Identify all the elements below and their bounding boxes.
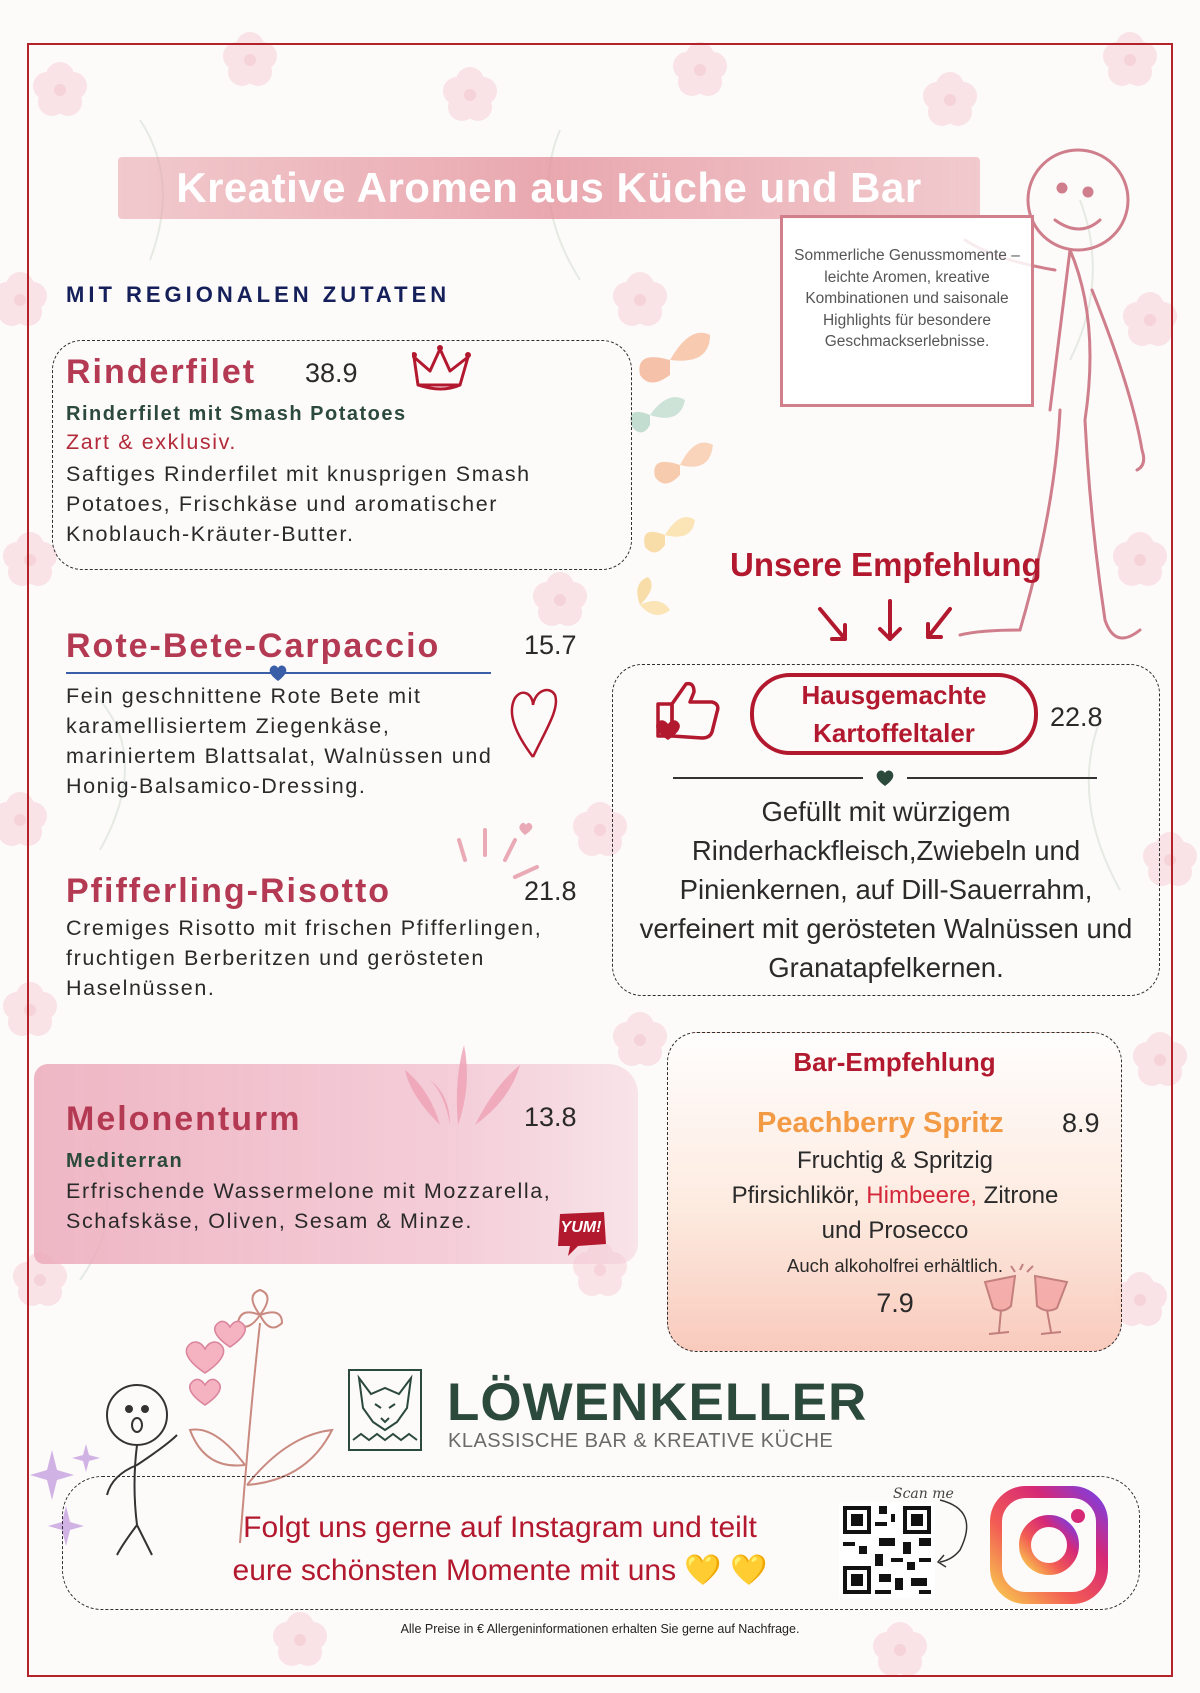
- footer-note: Alle Preise in € Allergeninformationen erhalten Sie gerne auf Nachfrage.: [400, 1622, 800, 1636]
- yellow-heart-icon: 💛 💛: [684, 1554, 768, 1587]
- drink-name: Peachberry Spritz: [757, 1107, 1004, 1139]
- yum-sticker: [554, 1210, 608, 1258]
- brand-tagline: KLASSISCHE BAR & KREATIVE KÜCHE: [448, 1430, 834, 1452]
- risotto-description: Cremiges Risotto mit frischen Pfifferlingen, fruchtigen Berberitzen und gerösteten Haselnüssen.: [66, 916, 543, 1000]
- instagram-line2: eure schönsten Momente mit uns: [232, 1554, 677, 1587]
- drink-line2-highlight: Himbeere,: [866, 1182, 978, 1209]
- instagram-line2-wrap: [160, 1549, 840, 1592]
- melonenturm-subtitle: Mediterran: [66, 1150, 184, 1172]
- sparkle-icon: [400, 1040, 530, 1130]
- drink-line2-c: Zitrone: [977, 1182, 1059, 1209]
- drink-line3: und Prosecco: [821, 1217, 969, 1244]
- carpaccio-description: Fein geschnittene Rote Bete mit karamellisiertem Ziegenkäse, mariniertem Blattsalat, Walnüssen und Honig-Balsamico-Dressing.: [66, 684, 493, 798]
- rinderfilet-subtitle: Rinderfilet mit Smash Potatoes: [66, 403, 407, 425]
- instagram-line1: Folgt uns gerne auf Instagram und teilt: [243, 1511, 757, 1544]
- lion-logo-icon: [347, 1368, 423, 1452]
- risotto-name: Pfifferling-Risotto: [66, 872, 392, 910]
- scan-me-label: Scan me: [893, 1486, 954, 1502]
- heart-icon: [874, 769, 896, 787]
- risotto-price: 21.8: [524, 876, 577, 906]
- drink-description: [680, 1143, 1110, 1248]
- drink-line2: [680, 1178, 1110, 1213]
- recommendation-description: Gefüllt mit würzigem Rinderhackfleisch,Zwiebeln und Pinienkernen, auf Dill-Sauerrahm, verfeinert mit gerösteten Walnüssen und Granatapfelkernen.: [639, 796, 1133, 983]
- crown-icon: [412, 345, 472, 395]
- melonenturm-description: Erfrischende Wassermelone mit Mozzarella, Schafskäse, Oliven, Sesam & Minze.: [66, 1179, 552, 1233]
- recommendation-price: 22.8: [1050, 702, 1103, 732]
- carpaccio-name: Rote-Bete-Carpaccio: [66, 627, 441, 665]
- bar-heading: Bar-Empfehlung: [793, 1047, 996, 1077]
- butterfly-icon: [630, 320, 730, 630]
- sparkle-icon: [455, 815, 545, 885]
- qr-code-icon[interactable]: [839, 1502, 935, 1598]
- note-text: Sommerliche Genussmomente – leichte Aromen, kreative Kombinationen und saisonale Highlights für besondere Geschmackserlebnisse.: [794, 247, 1020, 350]
- instagram-icon[interactable]: [990, 1486, 1108, 1604]
- alcohol-free-note: Auch alkoholfrei erhältlich.: [787, 1255, 1003, 1276]
- rinderfilet-description: Saftiges Rinderfilet mit knusprigen Smash Potatoes, Frischkäse und aromatischer Knoblauch-Kräuter-Butter.: [66, 462, 531, 546]
- drink-line1: Fruchtig & Spritzig: [796, 1147, 994, 1174]
- recommendation-name: [750, 676, 1038, 752]
- rinderfilet-name: Rinderfilet: [66, 353, 257, 391]
- recommendation-name-line1: Hausgemachte: [801, 680, 987, 710]
- heart-icon: [268, 664, 288, 682]
- recommendation-heading: Unsere Empfehlung: [730, 546, 1042, 583]
- rinderfilet-tagline: Zart & exklusiv.: [66, 430, 237, 454]
- brand-name: LÖWENKELLER: [447, 1373, 868, 1432]
- recommendation-divider-right: [907, 777, 1097, 779]
- thumbs-up-icon: [652, 678, 722, 742]
- rinderfilet-price: 38.9: [305, 358, 358, 388]
- instagram-text: [160, 1506, 840, 1592]
- arrow-down-icon: [810, 597, 960, 647]
- cocktail-icon: [975, 1262, 1085, 1342]
- drink-price: 8.9: [1062, 1108, 1100, 1138]
- carpaccio-price: 15.7: [524, 630, 577, 660]
- yum-sticker-text: YUM!: [560, 1219, 602, 1236]
- page-title: Kreative Aromen aus Küche und Bar: [176, 164, 922, 211]
- section-subtitle: MIT REGIONALEN ZUTATEN: [66, 282, 451, 307]
- arrow-icon: [930, 1495, 975, 1575]
- recommendation-name-line2: Kartoffeltaler: [813, 718, 975, 748]
- recommendation-divider-left: [673, 777, 863, 779]
- drink-line2-a: Pfirsichlikör,: [731, 1182, 867, 1209]
- alcohol-free-price: 7.9: [876, 1288, 914, 1318]
- melonenturm-price: 13.8: [524, 1102, 577, 1132]
- melonenturm-name: Melonenturm: [66, 1100, 302, 1138]
